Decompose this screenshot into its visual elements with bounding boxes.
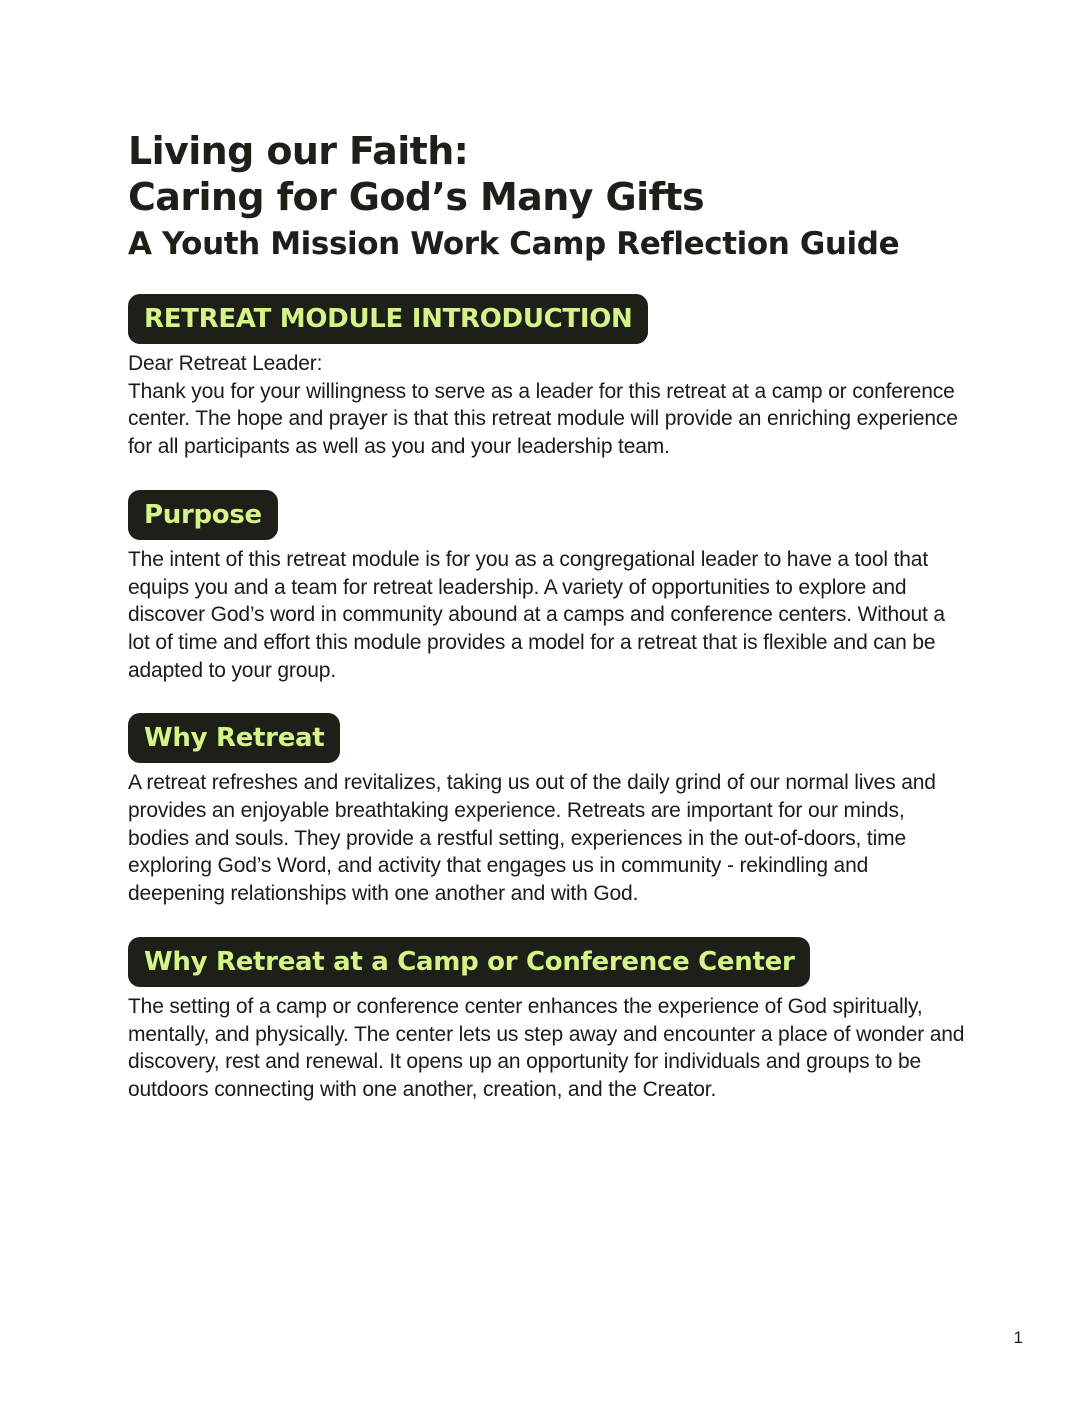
section-heading-why-camp: Why Retreat at a Camp or Conference Center — [128, 937, 810, 987]
document-subtitle: A Youth Mission Work Camp Reflection Guide — [128, 226, 900, 262]
page-number: 1 — [1013, 1328, 1023, 1347]
title-line-2: Caring for God’s Many Gifts — [128, 175, 705, 219]
section-purpose — [128, 490, 968, 685]
section-body-purpose: The intent of this retreat module is for you as a congregational leader to have a tool that equips you and a team for retreat leadership. A variety of opportunities to explore and discover God’s word in community abound at a camps and conference centers. Without a lot of time and effort this module provides a model for a retreat that is flexible and can be adapted to your group. — [128, 547, 945, 682]
section-heading-why-retreat: Why Retreat — [128, 713, 340, 763]
section-body-introduction — [128, 350, 968, 461]
section-body-why-camp: The setting of a camp or conference center enhances the experience of God spiritually, mentally, and physically. The center lets us step away and encounter a place of wonder and discovery, rest and renewal. It opens up an opportunity for individuals and groups to be outdoors connecting with one another, creation, and the Creator. — [128, 994, 965, 1101]
section-heading-purpose: Purpose — [128, 490, 278, 540]
section-introduction — [128, 294, 968, 461]
section-body-why-retreat: A retreat refreshes and revitalizes, taking us out of the daily grind of our normal lives and provides an enjoyable breathtaking experience. Retreats are important for our minds, bodies and souls. They provide a restful setting, experiences in the out-of-doors, time exploring God’s Word, and activity that engages us in community - rekindling and deepening relationships with one another and with God. — [128, 771, 936, 906]
introduction-text: Thank you for your willingness to serve as a leader for this retreat at a camp or conference center. The hope and prayer is that this retreat module will provide an enriching experience for all participants as well as you and your leadership team. — [128, 379, 958, 459]
section-why-retreat — [128, 713, 968, 908]
document-title — [128, 128, 968, 266]
salutation: Dear Retreat Leader: — [128, 352, 323, 375]
title-line-1: Living our Faith: — [128, 129, 469, 173]
section-heading-introduction: RETREAT MODULE INTRODUCTION — [128, 294, 648, 344]
document-page — [128, 128, 968, 1104]
section-why-camp — [128, 937, 968, 1104]
